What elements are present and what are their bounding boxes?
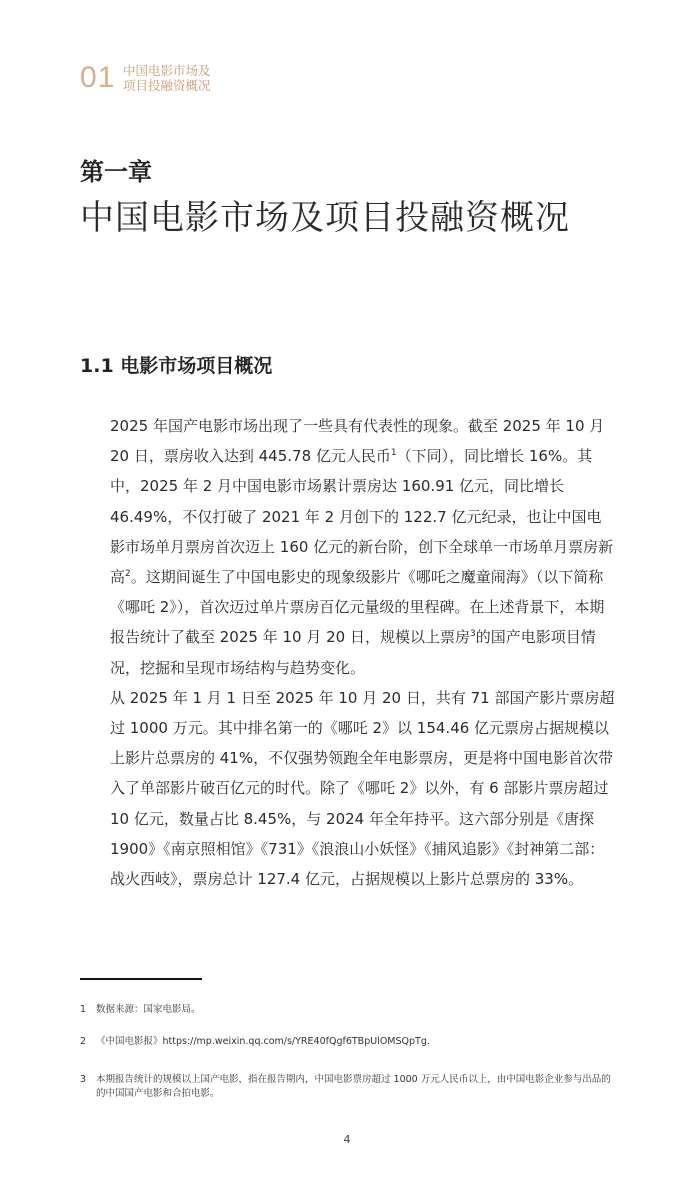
running-header-line-2: 项目投融资概况 (123, 78, 211, 93)
running-header-title (123, 63, 211, 93)
paragraph-1-part-2: （下同），同比增长 16%。其中，2025 年 2 月中国电影市场累计票房达 160.91 亿元，同比增长 46.49%，不仅打破了 2021 年 2 月创下的 122.7 亿元纪录，也让中国电影市场单月票房首次迈上 160 亿元的新台阶，创下全球单一市场单月票房新高 (110, 447, 614, 587)
footnote-text: 《中国电影报》https://mp.weixin.qq.com/s/YRE40fQgf6TBpUlOMSQpTg. (96, 1036, 430, 1047)
chapter-label: 第一章 (80, 158, 152, 186)
footnote-number: 2 (80, 1036, 87, 1047)
paragraph-1-part-1: 2025 年国产电影市场出现了一些具有代表性的现象。截至 2025 年 10 月 20 日，票房收入达到 445.78 亿元人民币 (110, 417, 605, 466)
footnote-number: 1 (80, 1004, 87, 1015)
body-text (80, 411, 616, 894)
chapter-title: 中国电影市场及项目投融资概况 (80, 198, 570, 238)
paragraph-1 (80, 411, 616, 683)
paragraph-1-part-4: 的国产电影项目情况，挖掘和呈现市场结构与趋势变化。 (110, 628, 596, 677)
paragraph-1-part-3: 。这期间诞生了中国电影史的现象级影片《哪吒之魔童闹海》（以下简称《哪吒 2》），首次迈过单片票房百亿元量级的里程碑。在上述背景下，本期报告统计了截至 2025 年 10 月 20 日，规模以上票房 (110, 568, 605, 647)
footnote-ref-1: 1 (390, 448, 397, 459)
section-title: 1.1 电影市场项目概况 (80, 355, 273, 377)
footnote-text: 本期报告统计的规模以上国产电影，指在报告期内，中国电影票房超过 1000 万元人民币以上，由中国电影企业参与出品的的中国国产电影和合拍电影。 (96, 1074, 611, 1099)
page-number: 4 (343, 1133, 351, 1146)
paragraph-2: 从 2025 年 1 月 1 日至 2025 年 10 月 20 日，共有 71 部国产影片票房超过 1000 万元。其中排名第一的《哪吒 2》以 154.46 亿元票房占据规模以上影片总票房的 41%，不仅强势领跑全年电影票房，更是将中国电影首次带入了单部影片破百亿元的时代。除了《哪吒 2》以外，有 6 部影片票房超过 10 亿元，数量占比 8.45%，与 2024 年全年持平。这六部分别是《唐探 1900》《南京照相馆》《731》《浪浪山小妖怪》《捕风追影》《封神第二部：战火西岐》，票房总计 127.4 亿元，占据规模以上影片总票房的 33%。 (110, 688, 615, 889)
footnote-ref-3: 3 (469, 629, 476, 640)
footnote-divider (80, 978, 202, 980)
footnote-text: 数据来源：国家电影局。 (96, 1004, 201, 1015)
footnote-number: 3 (80, 1074, 87, 1085)
chapter-number: 01 (80, 61, 116, 94)
running-header-line-1: 中国电影市场及 (123, 63, 211, 78)
footnote-ref-2: 2 (125, 569, 131, 580)
